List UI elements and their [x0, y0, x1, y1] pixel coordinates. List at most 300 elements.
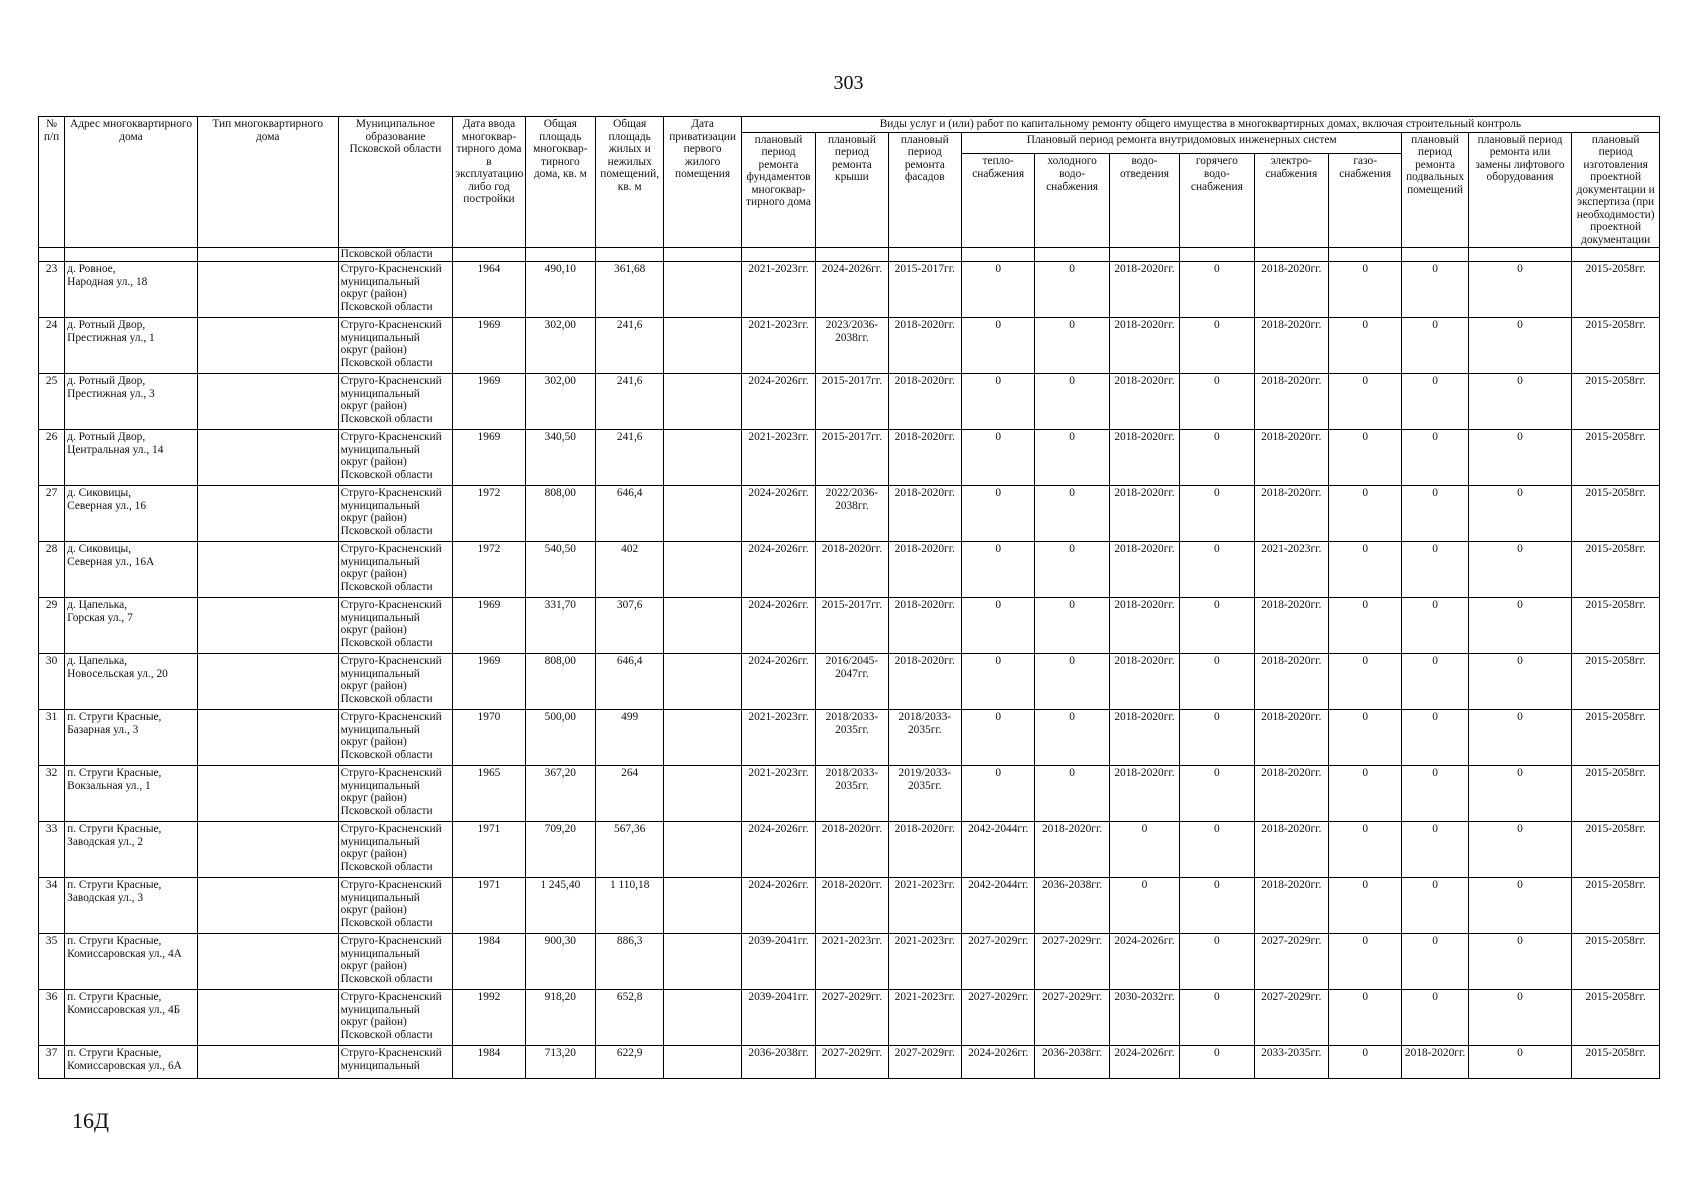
- header-elevator: плановый период ремонта или замены лифтового оборудования: [1468, 132, 1572, 248]
- design-docs-period: 2015-2058гг.: [1572, 262, 1660, 318]
- municipality-line: Струго-Красненский: [340, 263, 442, 276]
- hot-water-period: 0: [1180, 598, 1254, 654]
- electric-period: 2033-2035гг.: [1254, 1046, 1328, 1079]
- electric-period: 2018-2020гг.: [1254, 766, 1328, 822]
- cold-water-period: 0: [1035, 542, 1109, 598]
- municipality-line: Псковской области: [340, 468, 433, 481]
- municipality-line: Псковской области: [340, 804, 433, 817]
- foundation-period: 2021-2023гг.: [741, 430, 815, 486]
- municipality-line: Струго-Красненский: [340, 767, 442, 780]
- electric-period: 2018-2020гг.: [1254, 822, 1328, 878]
- row-number: 37: [39, 1046, 65, 1079]
- facade-period: 2018-2020гг.: [888, 318, 961, 374]
- electric-period: 2027-2029гг.: [1254, 990, 1328, 1046]
- address-cell: [65, 990, 198, 1046]
- elevator-period: 0: [1468, 318, 1572, 374]
- facade-period: 2018-2020гг.: [888, 374, 961, 430]
- municipality-line: Струго-Красненский: [340, 319, 442, 332]
- elevator-period: 0: [1468, 430, 1572, 486]
- living-area: 241,6: [596, 430, 664, 486]
- drainage-period: 2018-2020гг.: [1109, 318, 1179, 374]
- heat-period: 0: [962, 766, 1035, 822]
- elevator-period: 0: [1468, 654, 1572, 710]
- table-row: [39, 598, 1660, 654]
- heat-period: 0: [962, 262, 1035, 318]
- address-cell: [65, 654, 198, 710]
- address-cell: [65, 710, 198, 766]
- address-line: д. Ровное,: [67, 263, 116, 276]
- design-docs-period: 2015-2058гг.: [1572, 710, 1660, 766]
- heat-period: 2024-2026гг.: [962, 1046, 1035, 1079]
- elevator-period: 0: [1468, 262, 1572, 318]
- facade-period: 2027-2029гг.: [888, 1046, 961, 1079]
- municipality-line: муниципальный: [340, 331, 420, 344]
- building-type: [197, 878, 338, 934]
- roof-period: 2024-2026гг.: [816, 262, 888, 318]
- privatization-date: [664, 318, 741, 374]
- total-area: 900,30: [525, 934, 595, 990]
- drainage-period: 2018-2020гг.: [1109, 486, 1179, 542]
- electric-period: 2018-2020гг.: [1254, 654, 1328, 710]
- address-cell: [65, 822, 198, 878]
- gas-period: 0: [1328, 318, 1401, 374]
- municipality-line: муниципальный: [340, 835, 420, 848]
- municipality-cell: [338, 990, 453, 1046]
- address-cell: [65, 318, 198, 374]
- address-line: Вокзальная ул., 1: [67, 779, 151, 792]
- roof-period: 2018-2020гг.: [816, 878, 888, 934]
- hot-water-period: 0: [1180, 654, 1254, 710]
- address-line: д. Цапелька,: [67, 599, 128, 612]
- year-commissioned: 1969: [453, 430, 525, 486]
- design-docs-period: 2015-2058гг.: [1572, 654, 1660, 710]
- design-docs-period: 2015-2058гг.: [1572, 822, 1660, 878]
- total-area: 808,00: [525, 486, 595, 542]
- address-line: Комиссаровская ул., 6А: [67, 1059, 182, 1072]
- foundation-period: 2039-2041гг.: [741, 990, 815, 1046]
- address-line: Заводская ул., 2: [67, 835, 144, 848]
- hot-water-period: 0: [1180, 262, 1254, 318]
- gas-period: 0: [1328, 990, 1401, 1046]
- building-type: [197, 1046, 338, 1079]
- heat-period: 0: [962, 598, 1035, 654]
- facade-period: 2018-2020гг.: [888, 542, 961, 598]
- header-foundation: плановый период ремонта фундаментов многоквар-тирного дома: [741, 132, 815, 248]
- municipality-line: муниципальный: [340, 387, 420, 400]
- electric-period: 2027-2029гг.: [1254, 934, 1328, 990]
- hot-water-period: 0: [1180, 1046, 1254, 1079]
- row-number: 33: [39, 822, 65, 878]
- municipality-line: Псковской области: [340, 860, 433, 873]
- table-row: [39, 318, 1660, 374]
- drainage-period: 2018-2020гг.: [1109, 542, 1179, 598]
- elevator-period: 0: [1468, 990, 1572, 1046]
- municipality-line: Струго-Красненский: [340, 543, 442, 556]
- basement-period: 0: [1402, 710, 1468, 766]
- municipality-line: муниципальный: [340, 723, 420, 736]
- address-line: д. Сиковицы,: [67, 487, 132, 500]
- roof-period: 2015-2017гг.: [816, 374, 888, 430]
- drainage-period: 2018-2020гг.: [1109, 654, 1179, 710]
- address-line: Престижная ул., 1: [67, 331, 155, 344]
- total-area: 490,10: [525, 262, 595, 318]
- heat-period: 2042-2044гг.: [962, 878, 1035, 934]
- municipality-cell: [338, 318, 453, 374]
- foundation-period: 2024-2026гг.: [741, 878, 815, 934]
- capital-repair-table: [38, 116, 1660, 1079]
- header-living-area: Общая площадь жилых и нежилых помещений, кв. м: [596, 117, 664, 248]
- gas-period: 0: [1328, 430, 1401, 486]
- drainage-period: 2018-2020гг.: [1109, 430, 1179, 486]
- drainage-period: 2018-2020гг.: [1109, 374, 1179, 430]
- heat-period: 2027-2029гг.: [962, 934, 1035, 990]
- municipality-cell: [338, 598, 453, 654]
- address-line: д. Сиковицы,: [67, 543, 132, 556]
- electric-period: 2018-2020гг.: [1254, 878, 1328, 934]
- elevator-period: 0: [1468, 374, 1572, 430]
- municipality-line: округ (район): [340, 680, 407, 693]
- gas-period: 0: [1328, 822, 1401, 878]
- facade-period: 2018-2020гг.: [888, 654, 961, 710]
- gas-period: 0: [1328, 878, 1401, 934]
- header-date-commissioned: Дата ввода многоквар-тирного дома в эксплуатацию либо год постройки: [453, 117, 525, 248]
- facade-period: 2018-2020гг.: [888, 486, 961, 542]
- living-area: 886,3: [596, 934, 664, 990]
- header-electric: электро-снабжения: [1254, 154, 1328, 248]
- municipality-cell: [338, 374, 453, 430]
- address-line: п. Струги Красные,: [67, 879, 162, 892]
- elevator-period: 0: [1468, 822, 1572, 878]
- building-type: [197, 542, 338, 598]
- hot-water-period: 0: [1180, 486, 1254, 542]
- living-area: 652,8: [596, 990, 664, 1046]
- total-area: 918,20: [525, 990, 595, 1046]
- municipality-line: Струго-Красненский: [340, 711, 442, 724]
- address-line: п. Струги Красные,: [67, 1047, 162, 1060]
- foundation-period: 2024-2026гг.: [741, 486, 815, 542]
- privatization-date: [664, 654, 741, 710]
- municipality-line: муниципальный: [340, 611, 420, 624]
- living-area: 241,6: [596, 318, 664, 374]
- hot-water-period: 0: [1180, 318, 1254, 374]
- address-cell: [65, 430, 198, 486]
- municipality-line: Псковской области: [340, 692, 433, 705]
- building-type: [197, 374, 338, 430]
- privatization-date: [664, 262, 741, 318]
- hot-water-period: 0: [1180, 934, 1254, 990]
- design-docs-period: 2015-2058гг.: [1572, 934, 1660, 990]
- year-commissioned: 1965: [453, 766, 525, 822]
- design-docs-period: 2015-2058гг.: [1572, 878, 1660, 934]
- cold-water-period: 2027-2029гг.: [1035, 934, 1109, 990]
- drainage-period: 2018-2020гг.: [1109, 598, 1179, 654]
- municipality-line: округ (район): [340, 848, 407, 861]
- municipality-cell: [338, 654, 453, 710]
- foundation-period: 2024-2026гг.: [741, 598, 815, 654]
- municipality-line: Струго-Красненский: [340, 823, 442, 836]
- facade-period: 2018-2020гг.: [888, 430, 961, 486]
- address-line: Престижная ул., 3: [67, 387, 155, 400]
- header-hot-water: горячего водо-снабжения: [1180, 154, 1254, 248]
- basement-period: 0: [1402, 430, 1468, 486]
- address-cell: [65, 766, 198, 822]
- roof-period: 2018-2020гг.: [816, 822, 888, 878]
- total-area: 1 245,40: [525, 878, 595, 934]
- basement-period: 0: [1402, 374, 1468, 430]
- header-roof: плановый период ремонта крыши: [816, 132, 888, 248]
- heat-period: 2042-2044гг.: [962, 822, 1035, 878]
- design-docs-period: 2015-2058гг.: [1572, 318, 1660, 374]
- heat-period: 0: [962, 486, 1035, 542]
- building-type: [197, 710, 338, 766]
- drainage-period: 2030-2032гг.: [1109, 990, 1179, 1046]
- building-type: [197, 486, 338, 542]
- row-number: 36: [39, 990, 65, 1046]
- foundation-period: 2021-2023гг.: [741, 318, 815, 374]
- cold-water-period: 0: [1035, 598, 1109, 654]
- municipality-cell: [338, 766, 453, 822]
- address-line: Северная ул., 16А: [67, 555, 155, 568]
- building-type: [197, 598, 338, 654]
- privatization-date: [664, 598, 741, 654]
- footer-code: 16Д: [72, 1108, 110, 1133]
- table-row: [39, 766, 1660, 822]
- gas-period: 0: [1328, 766, 1401, 822]
- basement-period: 0: [1402, 262, 1468, 318]
- address-line: Горская ул., 7: [67, 611, 133, 624]
- header-heat: тепло-снабжения: [962, 154, 1035, 248]
- address-line: п. Струги Красные,: [67, 711, 162, 724]
- year-commissioned: 1992: [453, 990, 525, 1046]
- hot-water-period: 0: [1180, 710, 1254, 766]
- privatization-date: [664, 374, 741, 430]
- drainage-period: 2018-2020гг.: [1109, 710, 1179, 766]
- address-cell: [65, 486, 198, 542]
- basement-period: 0: [1402, 598, 1468, 654]
- municipality-line: Псковской области: [340, 916, 433, 929]
- municipality-cell: [338, 430, 453, 486]
- building-type: [197, 990, 338, 1046]
- roof-period: 2015-2017гг.: [816, 598, 888, 654]
- address-cell: [65, 1046, 198, 1079]
- table-row: [39, 822, 1660, 878]
- foundation-period: 2021-2023гг.: [741, 766, 815, 822]
- living-area: 264: [596, 766, 664, 822]
- address-line: Базарная ул., 3: [67, 723, 139, 736]
- municipality-line: округ (район): [340, 344, 407, 357]
- total-area: 713,20: [525, 1046, 595, 1079]
- privatization-date: [664, 878, 741, 934]
- elevator-period: 0: [1468, 598, 1572, 654]
- address-line: д. Цапелька,: [67, 655, 128, 668]
- total-area: 709,20: [525, 822, 595, 878]
- building-type: [197, 262, 338, 318]
- municipality-line: Псковской области: [340, 524, 433, 537]
- heat-period: 0: [962, 542, 1035, 598]
- header-basement: плановый период ремонта подвальных помещений: [1402, 132, 1468, 248]
- table-row: [39, 934, 1660, 990]
- foundation-period: 2024-2026гг.: [741, 374, 815, 430]
- hot-water-period: 0: [1180, 990, 1254, 1046]
- roof-period: 2018-2020гг.: [816, 542, 888, 598]
- address-line: Новосельская ул., 20: [67, 667, 168, 680]
- drainage-period: 0: [1109, 878, 1179, 934]
- municipality-cell: [338, 1046, 453, 1079]
- year-commissioned: 1970: [453, 710, 525, 766]
- total-area: 302,00: [525, 374, 595, 430]
- year-commissioned: 1969: [453, 318, 525, 374]
- year-commissioned: 1984: [453, 1046, 525, 1079]
- municipality-line: округ (район): [340, 400, 407, 413]
- municipality-line: Струго-Красненский: [340, 599, 442, 612]
- municipality-cell: [338, 710, 453, 766]
- year-commissioned: 1969: [453, 598, 525, 654]
- roof-period: 2023/2036-2038гг.: [816, 318, 888, 374]
- municipality-line: муниципальный: [340, 275, 420, 288]
- municipality-line: округ (район): [340, 568, 407, 581]
- year-commissioned: 1964: [453, 262, 525, 318]
- municipality-cell: [338, 934, 453, 990]
- year-commissioned: 1984: [453, 934, 525, 990]
- electric-period: 2018-2020гг.: [1254, 430, 1328, 486]
- municipality-line: Псковской области: [340, 300, 433, 313]
- table-row: [39, 654, 1660, 710]
- basement-period: 0: [1402, 654, 1468, 710]
- building-type: [197, 318, 338, 374]
- living-area: 567,36: [596, 822, 664, 878]
- privatization-date: [664, 1046, 741, 1079]
- electric-period: 2018-2020гг.: [1254, 710, 1328, 766]
- drainage-period: 0: [1109, 822, 1179, 878]
- address-line: Центральная ул., 14: [67, 443, 164, 456]
- address-cell: [65, 374, 198, 430]
- municipality-line: округ (район): [340, 736, 407, 749]
- cold-water-period: 2036-2038гг.: [1035, 878, 1109, 934]
- header-num: № п/п: [39, 117, 65, 248]
- header-type: Тип многоквартирного дома: [197, 117, 338, 248]
- row-number: 26: [39, 430, 65, 486]
- row-number: 23: [39, 262, 65, 318]
- table-row: [39, 710, 1660, 766]
- elevator-period: 0: [1468, 542, 1572, 598]
- electric-period: 2021-2023гг.: [1254, 542, 1328, 598]
- design-docs-period: 2015-2058гг.: [1572, 598, 1660, 654]
- municipality-line: муниципальный: [340, 779, 420, 792]
- foundation-period: 2024-2026гг.: [741, 822, 815, 878]
- roof-period: 2021-2023гг.: [816, 934, 888, 990]
- gas-period: 0: [1328, 934, 1401, 990]
- municipality-line: округ (район): [340, 904, 407, 917]
- roof-period: 2027-2029гг.: [816, 990, 888, 1046]
- living-area: 1 110,18: [596, 878, 664, 934]
- roof-period: 2022/2036-2038гг.: [816, 486, 888, 542]
- address-line: Заводская ул., 3: [67, 891, 144, 904]
- municipality-line: Псковской области: [340, 356, 433, 369]
- living-area: 241,6: [596, 374, 664, 430]
- header-cold-water: холодного водо-снабжения: [1035, 154, 1109, 248]
- municipality-line: муниципальный: [340, 1003, 420, 1016]
- basement-period: 0: [1402, 822, 1468, 878]
- building-type: [197, 934, 338, 990]
- address-cell: [65, 934, 198, 990]
- header-address: Адрес многоквартирного дома: [65, 117, 198, 248]
- municipality-line: Псковской области: [340, 580, 433, 593]
- municipality-cell: [338, 486, 453, 542]
- cold-water-period: 0: [1035, 486, 1109, 542]
- elevator-period: 0: [1468, 486, 1572, 542]
- hot-water-period: 0: [1180, 766, 1254, 822]
- address-line: Северная ул., 16: [67, 499, 147, 512]
- total-area: 331,70: [525, 598, 595, 654]
- facade-period: 2021-2023гг.: [888, 934, 961, 990]
- building-type: [197, 822, 338, 878]
- address-line: Комиссаровская ул., 4А: [67, 947, 182, 960]
- address-cell: [65, 542, 198, 598]
- year-commissioned: 1972: [453, 486, 525, 542]
- design-docs-period: 2015-2058гг.: [1572, 542, 1660, 598]
- address-line: п. Струги Красные,: [67, 991, 162, 1004]
- table-row: [39, 430, 1660, 486]
- municipality-line: Псковской области: [340, 972, 433, 985]
- table-row: [39, 878, 1660, 934]
- facade-period: 2021-2023гг.: [888, 990, 961, 1046]
- municipality-line: Псковской области: [340, 412, 433, 425]
- header-facade: плановый период ремонта фасадов: [888, 132, 961, 248]
- municipality-line: округ (район): [340, 624, 407, 637]
- privatization-date: [664, 934, 741, 990]
- foundation-period: 2021-2023гг.: [741, 262, 815, 318]
- basement-period: 0: [1402, 542, 1468, 598]
- foundation-period: 2036-2038гг.: [741, 1046, 815, 1079]
- drainage-period: 2024-2026гг.: [1109, 934, 1179, 990]
- row-number: 27: [39, 486, 65, 542]
- gas-period: 0: [1328, 1046, 1401, 1079]
- municipality-line: округ (район): [340, 456, 407, 469]
- row-number: 29: [39, 598, 65, 654]
- address-line: д. Ротный Двор,: [67, 431, 146, 444]
- header-drainage: водо-отведения: [1109, 154, 1179, 248]
- privatization-date: [664, 766, 741, 822]
- design-docs-period: 2015-2058гг.: [1572, 486, 1660, 542]
- year-commissioned: 1969: [453, 374, 525, 430]
- privatization-date: [664, 822, 741, 878]
- total-area: 808,00: [525, 654, 595, 710]
- header-privatization-date: Дата приватизации первого жилого помещения: [664, 117, 741, 248]
- hot-water-period: 0: [1180, 822, 1254, 878]
- privatization-date: [664, 430, 741, 486]
- municipality-line: округ (район): [340, 512, 407, 525]
- year-commissioned: 1971: [453, 878, 525, 934]
- header-total-area: Общая площадь многоквар-тирного дома, кв. м: [525, 117, 595, 248]
- drainage-period: 2024-2026гг.: [1109, 1046, 1179, 1079]
- building-type: [197, 654, 338, 710]
- roof-period: 2015-2017гг.: [816, 430, 888, 486]
- cold-water-period: 2018-2020гг.: [1035, 822, 1109, 878]
- table-row: [39, 1046, 1660, 1079]
- design-docs-period: 2015-2058гг.: [1572, 430, 1660, 486]
- row-number: 30: [39, 654, 65, 710]
- municipality-line: Псковской области: [340, 748, 433, 761]
- table-row: [39, 486, 1660, 542]
- address-line: д. Ротный Двор,: [67, 319, 146, 332]
- electric-period: 2018-2020гг.: [1254, 318, 1328, 374]
- design-docs-period: 2015-2058гг.: [1572, 766, 1660, 822]
- municipality-line: муниципальный: [340, 1059, 420, 1072]
- municipality-line: Псковской области: [340, 1028, 433, 1041]
- design-docs-period: 2015-2058гг.: [1572, 990, 1660, 1046]
- municipality-line: муниципальный: [340, 667, 420, 680]
- gas-period: 0: [1328, 542, 1401, 598]
